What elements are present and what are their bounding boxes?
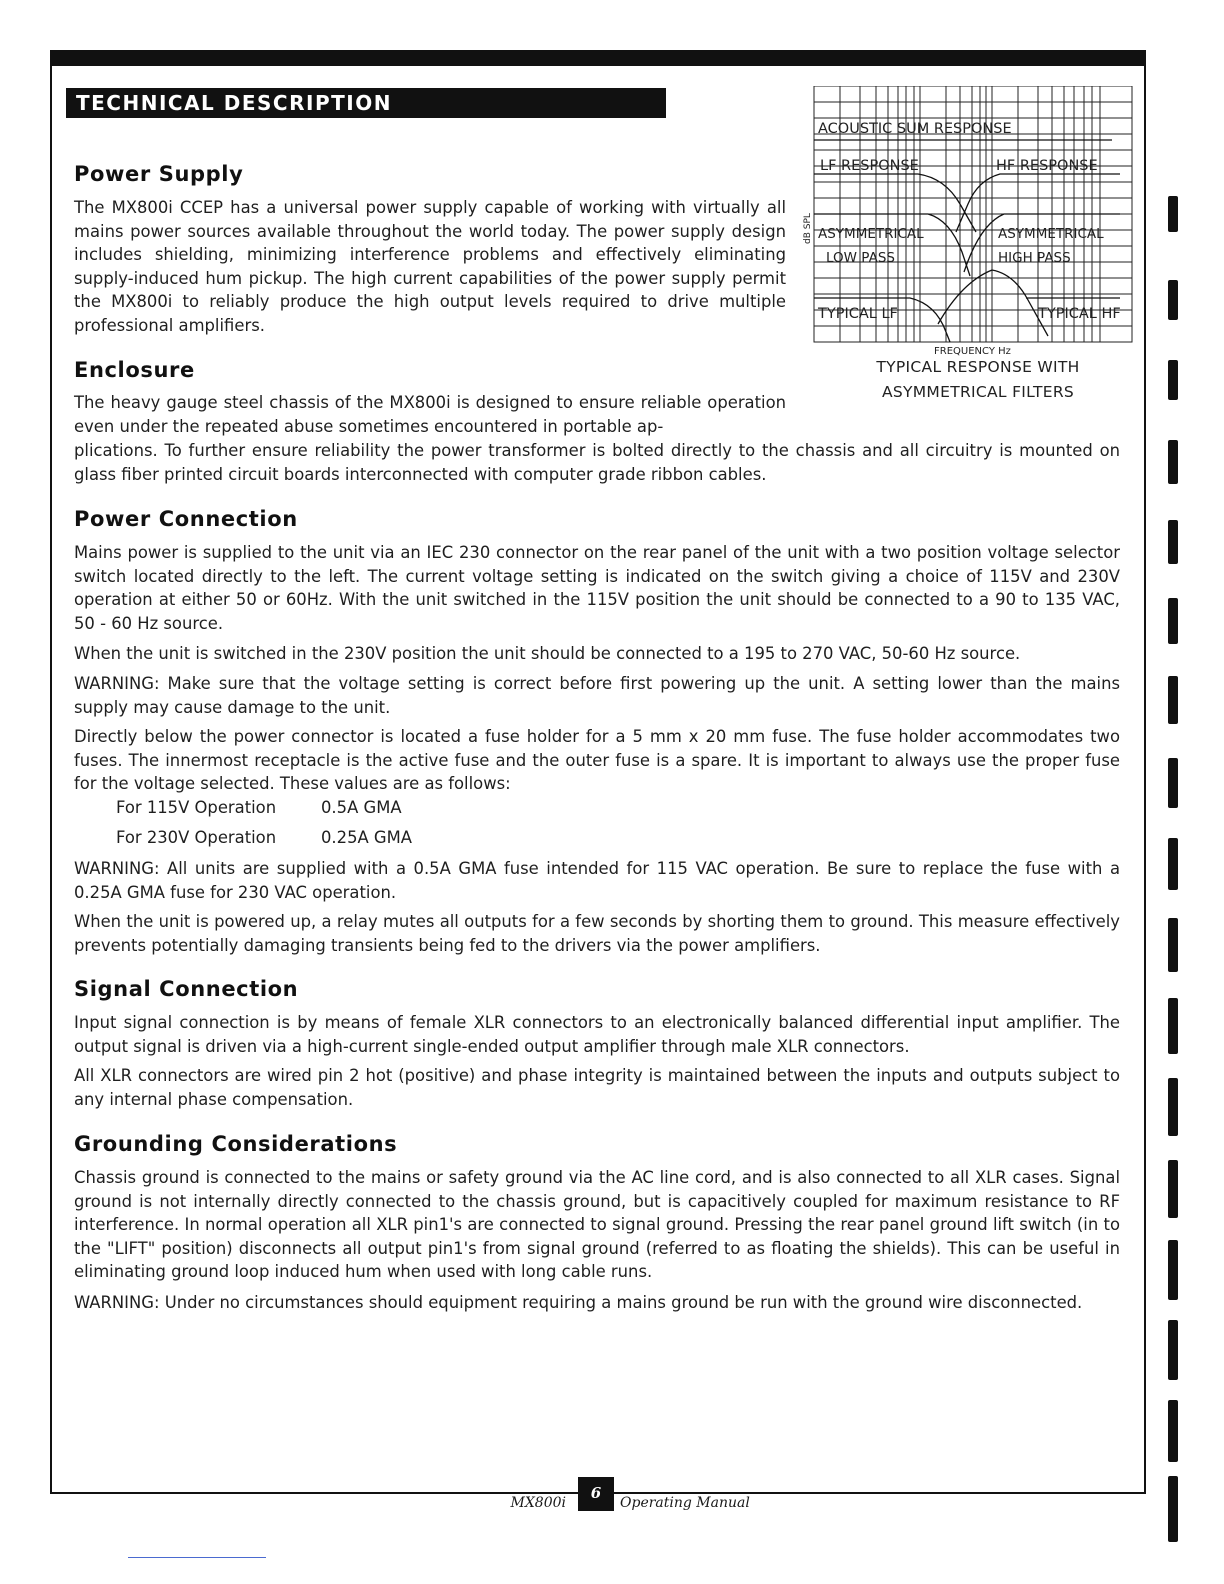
label-high-pass: HIGH PASS (998, 250, 1071, 266)
fuse-row (116, 796, 402, 820)
heading-signal-connection: Signal Connection (74, 977, 299, 1001)
page-frame-left (50, 50, 52, 1494)
power-connection-p3: WARNING: Make sure that the voltage setting is correct before first powering up the unit. A setting lower than the mains supply may cause damage to the unit. (74, 674, 1120, 717)
figure-caption-line1: TYPICAL RESPONSE WITH (876, 358, 1080, 376)
heading-power-connection: Power Connection (74, 507, 298, 531)
fuse-rating: 0.5A GMA (321, 798, 402, 817)
page-footer (0, 1484, 1224, 1521)
figure-caption-line2: ASYMMETRICAL FILTERS (881, 383, 1075, 401)
signal-connection-p1: Input signal connection is by means of female XLR connectors to an electronically balanced differential input amplifier. The output signal is driven via a high-current single-ended output amplifier through male XLR connectors. (74, 1013, 1120, 1056)
enclosure-text-bottom: plications. To further ensure reliability the power transformer is bolted directly to the chassis and all circuitry is mounted on glass fiber printed circuit boards interconnected with computer grade ribbon cables. (74, 441, 1120, 484)
footer-manual: Operating Manual (620, 1495, 750, 1511)
x-axis-label: FREQUENCY Hz (934, 346, 1011, 356)
page-frame-right (1144, 50, 1146, 1494)
label-typical-hf: TYPICAL HF (1038, 306, 1121, 322)
label-hf-response: HF RESPONSE (996, 158, 1098, 174)
fuse-row (116, 826, 412, 850)
power-supply-text: The MX800i CCEP has a universal power supply capable of working with virtually all mains power sources available throughout the world today. The power supply design includes shielding, minimizing interference problems and effectively eliminating supply-induced hum pickup. The high current capabilities of the power supply permit the MX800i to reliably produce the high output levels required to drive multiple professional amplifiers. (74, 198, 786, 335)
heading-grounding: Grounding Considerations (74, 1132, 398, 1156)
lf-response-curve (814, 174, 976, 232)
section-title: TECHNICAL DESCRIPTION (66, 88, 666, 118)
power-connection-p2: When the unit is switched in the 230V position the unit should be connected to a 195 to 270 VAC, 50-60 Hz source. (74, 644, 1021, 663)
label-typical-lf: TYPICAL LF (818, 306, 898, 322)
low-pass-curve (814, 214, 970, 276)
fuse-rating: 0.25A GMA (321, 828, 412, 847)
power-connection-p5: WARNING: All units are supplied with a 0.5A GMA fuse intended for 115 VAC operation. Be sure to replace the fuse with a 0.25A GMA fuse for 230 VAC operation. (74, 859, 1120, 902)
signal-connection-p2: All XLR connectors are wired pin 2 hot (positive) and phase integrity is maintained between the inputs and outputs subject to any internal phase compensation. (74, 1066, 1120, 1109)
y-axis-label: dB SPL (803, 213, 813, 244)
fuse-operation: For 115V Operation (116, 798, 277, 817)
heading-power-supply: Power Supply (74, 162, 244, 186)
bottom-rule (128, 1557, 266, 1558)
label-low-pass: LOW PASS (826, 250, 895, 266)
power-connection-p1: Mains power is supplied to the unit via an IEC 230 connector on the rear panel of the unit with a two position voltage selector switch located directly to the left. The current voltage setting is indicated on the switch giving a choice of 115V and 230V operation at either 50 or 60Hz. With the unit switched in the 115V position the unit should be connected to a 90 to 135 VAC, 50 - 60 Hz source. (74, 543, 1120, 633)
grounding-p2: WARNING: Under no circumstances should equipment requiring a mains ground be run with the ground wire disconnected. (74, 1293, 1083, 1312)
label-lf-response: LF RESPONSE (820, 158, 919, 174)
response-diagram (800, 86, 1140, 356)
enclosure-text-top: The heavy gauge steel chassis of the MX800i is designed to ensure reliable operation even under the repeated abuse sometimes encountered in portable ap- (74, 393, 786, 436)
grounding-p1: Chassis ground is connected to the mains or safety ground via the AC line cord, and is also connected to all XLR cases. Signal ground is not internally directly connected to the chassis ground, but is capacitively coupled for maximum resistance to RF interference. In normal operation all XLR pin1's are connected to signal ground. Pressing the rear panel ground lift switch (in to the "LIFT" position) disconnects all output pin1's from signal ground (referred to as floating the shields). This can be useful in eliminating ground loop induced hum when used with long cable runs. (74, 1168, 1120, 1281)
heading-enclosure: Enclosure (74, 358, 195, 382)
page-number: 6 (578, 1477, 614, 1511)
page-frame-top (50, 50, 1146, 66)
footer-model: MX800i (510, 1495, 566, 1511)
label-asymmetrical-right: ASYMMETRICAL (998, 226, 1104, 242)
fuse-operation: For 230V Operation (116, 828, 277, 847)
power-connection-p6: When the unit is powered up, a relay mutes all outputs for a few seconds by shorting them to ground. This measure effectively prevents potentially damaging transients being fed to the drivers via the power amplifiers. (74, 912, 1120, 955)
label-asymmetrical-left: ASYMMETRICAL (818, 226, 924, 242)
label-acoustic-sum: ACOUSTIC SUM RESPONSE (818, 121, 1012, 137)
response-diagram-svg (800, 86, 1140, 356)
power-connection-p4: Directly below the power connector is located a fuse holder for a 5 mm x 20 mm fuse. The fuse holder accommodates two fuses. The innermost receptacle is the active fuse and the outer fuse is a spare. It is important to always use the proper fuse for the voltage selected. These values are as follows: (74, 727, 1120, 793)
